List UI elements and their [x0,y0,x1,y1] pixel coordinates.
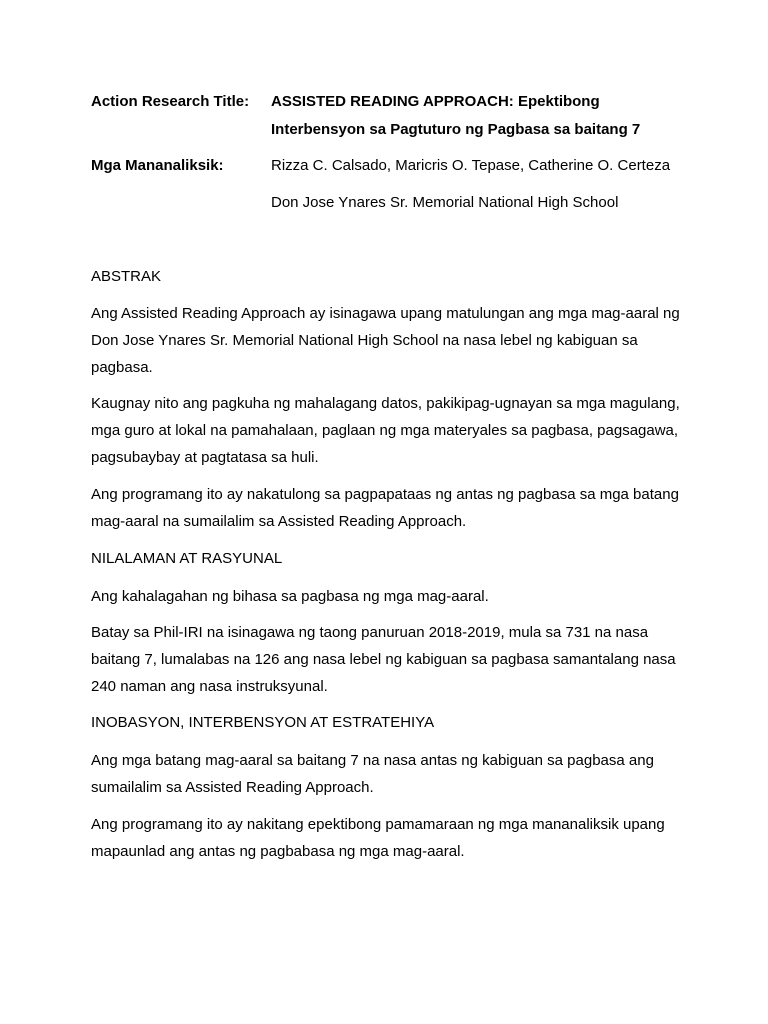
section-heading-inobasyon: INOBASYON, INTERBENSYON AT ESTRATEHIYA [91,714,435,731]
school-line: Don Jose Ynares Sr. Memorial National High School [271,194,619,211]
section-heading-nilalaman: NILALAMAN AT RASYUNAL [91,550,283,567]
nilalaman-paragraph-2: Batay sa Phil-IRI na isinagawa ng taong panuruan 2018-2019, mula sa 731 na nasa baitang 7, lumalabas na 126 ang nasa lebel ng kabiguan sa pagbasa samantalang nasa 240 naman ang nasa instruksyunal. [91,624,676,695]
title-row [91,88,691,144]
inobasyon-paragraph-2: Ang programang ito ay nakitang epektibong pamamaraan ng mga mananaliksik upang mapaunlad ang antas ng pagbabasa ng mga mag-aaral. [91,816,665,860]
section-heading-abstrak: ABSTRAK [91,268,162,285]
research-title-line-2: Interbensyon sa Pagtuturo ng Pagbasa sa baitang 7 [271,121,641,138]
research-title [271,88,691,144]
research-title-line-1: ASSISTED READING APPROACH: Epektibong [271,93,600,110]
school-row [91,189,691,217]
abstrak-paragraph-2: Kaugnay nito ang pagkuha ng mahalagang datos, pakikipag-ugnayan sa mga magulang, mga guro at lokal na pamahalaan, paglaan ng mga materyales sa pagbasa, pagsagawa, pagsubaybay at pagtatasa sa huli. [91,395,680,466]
researchers-names [271,152,691,180]
researchers-label: Mga Mananaliksik: [91,157,224,174]
school-label-spacer [91,189,271,217]
title-label: Action Research Title: [91,93,250,110]
abstrak-paragraph-3: Ang programang ito ay nakatulong sa pagpapataas ng antas ng pagbasa sa mga batang mag-aaral na sumailalim sa Assisted Reading Approach. [91,486,679,530]
nilalaman-paragraph-1: Ang kahalagahan ng bihasa sa pagbasa ng mga mag-aaral. [91,588,489,605]
abstrak-paragraph-1: Ang Assisted Reading Approach ay isinagawa upang matulungan ang mga mag-aaral ng Don Jose Ynares Sr. Memorial National High School na nasa lebel ng kabiguan sa pagbasa. [91,305,680,376]
school-name [271,189,691,217]
researchers-line: Rizza C. Calsado, Maricris O. Tepase, Catherine O. Certeza [271,157,671,174]
researchers-row [91,152,691,180]
inobasyon-paragraph-1: Ang mga batang mag-aaral sa baitang 7 na nasa antas ng kabiguan sa pagbasa ang sumailalim sa Assisted Reading Approach. [91,752,654,796]
